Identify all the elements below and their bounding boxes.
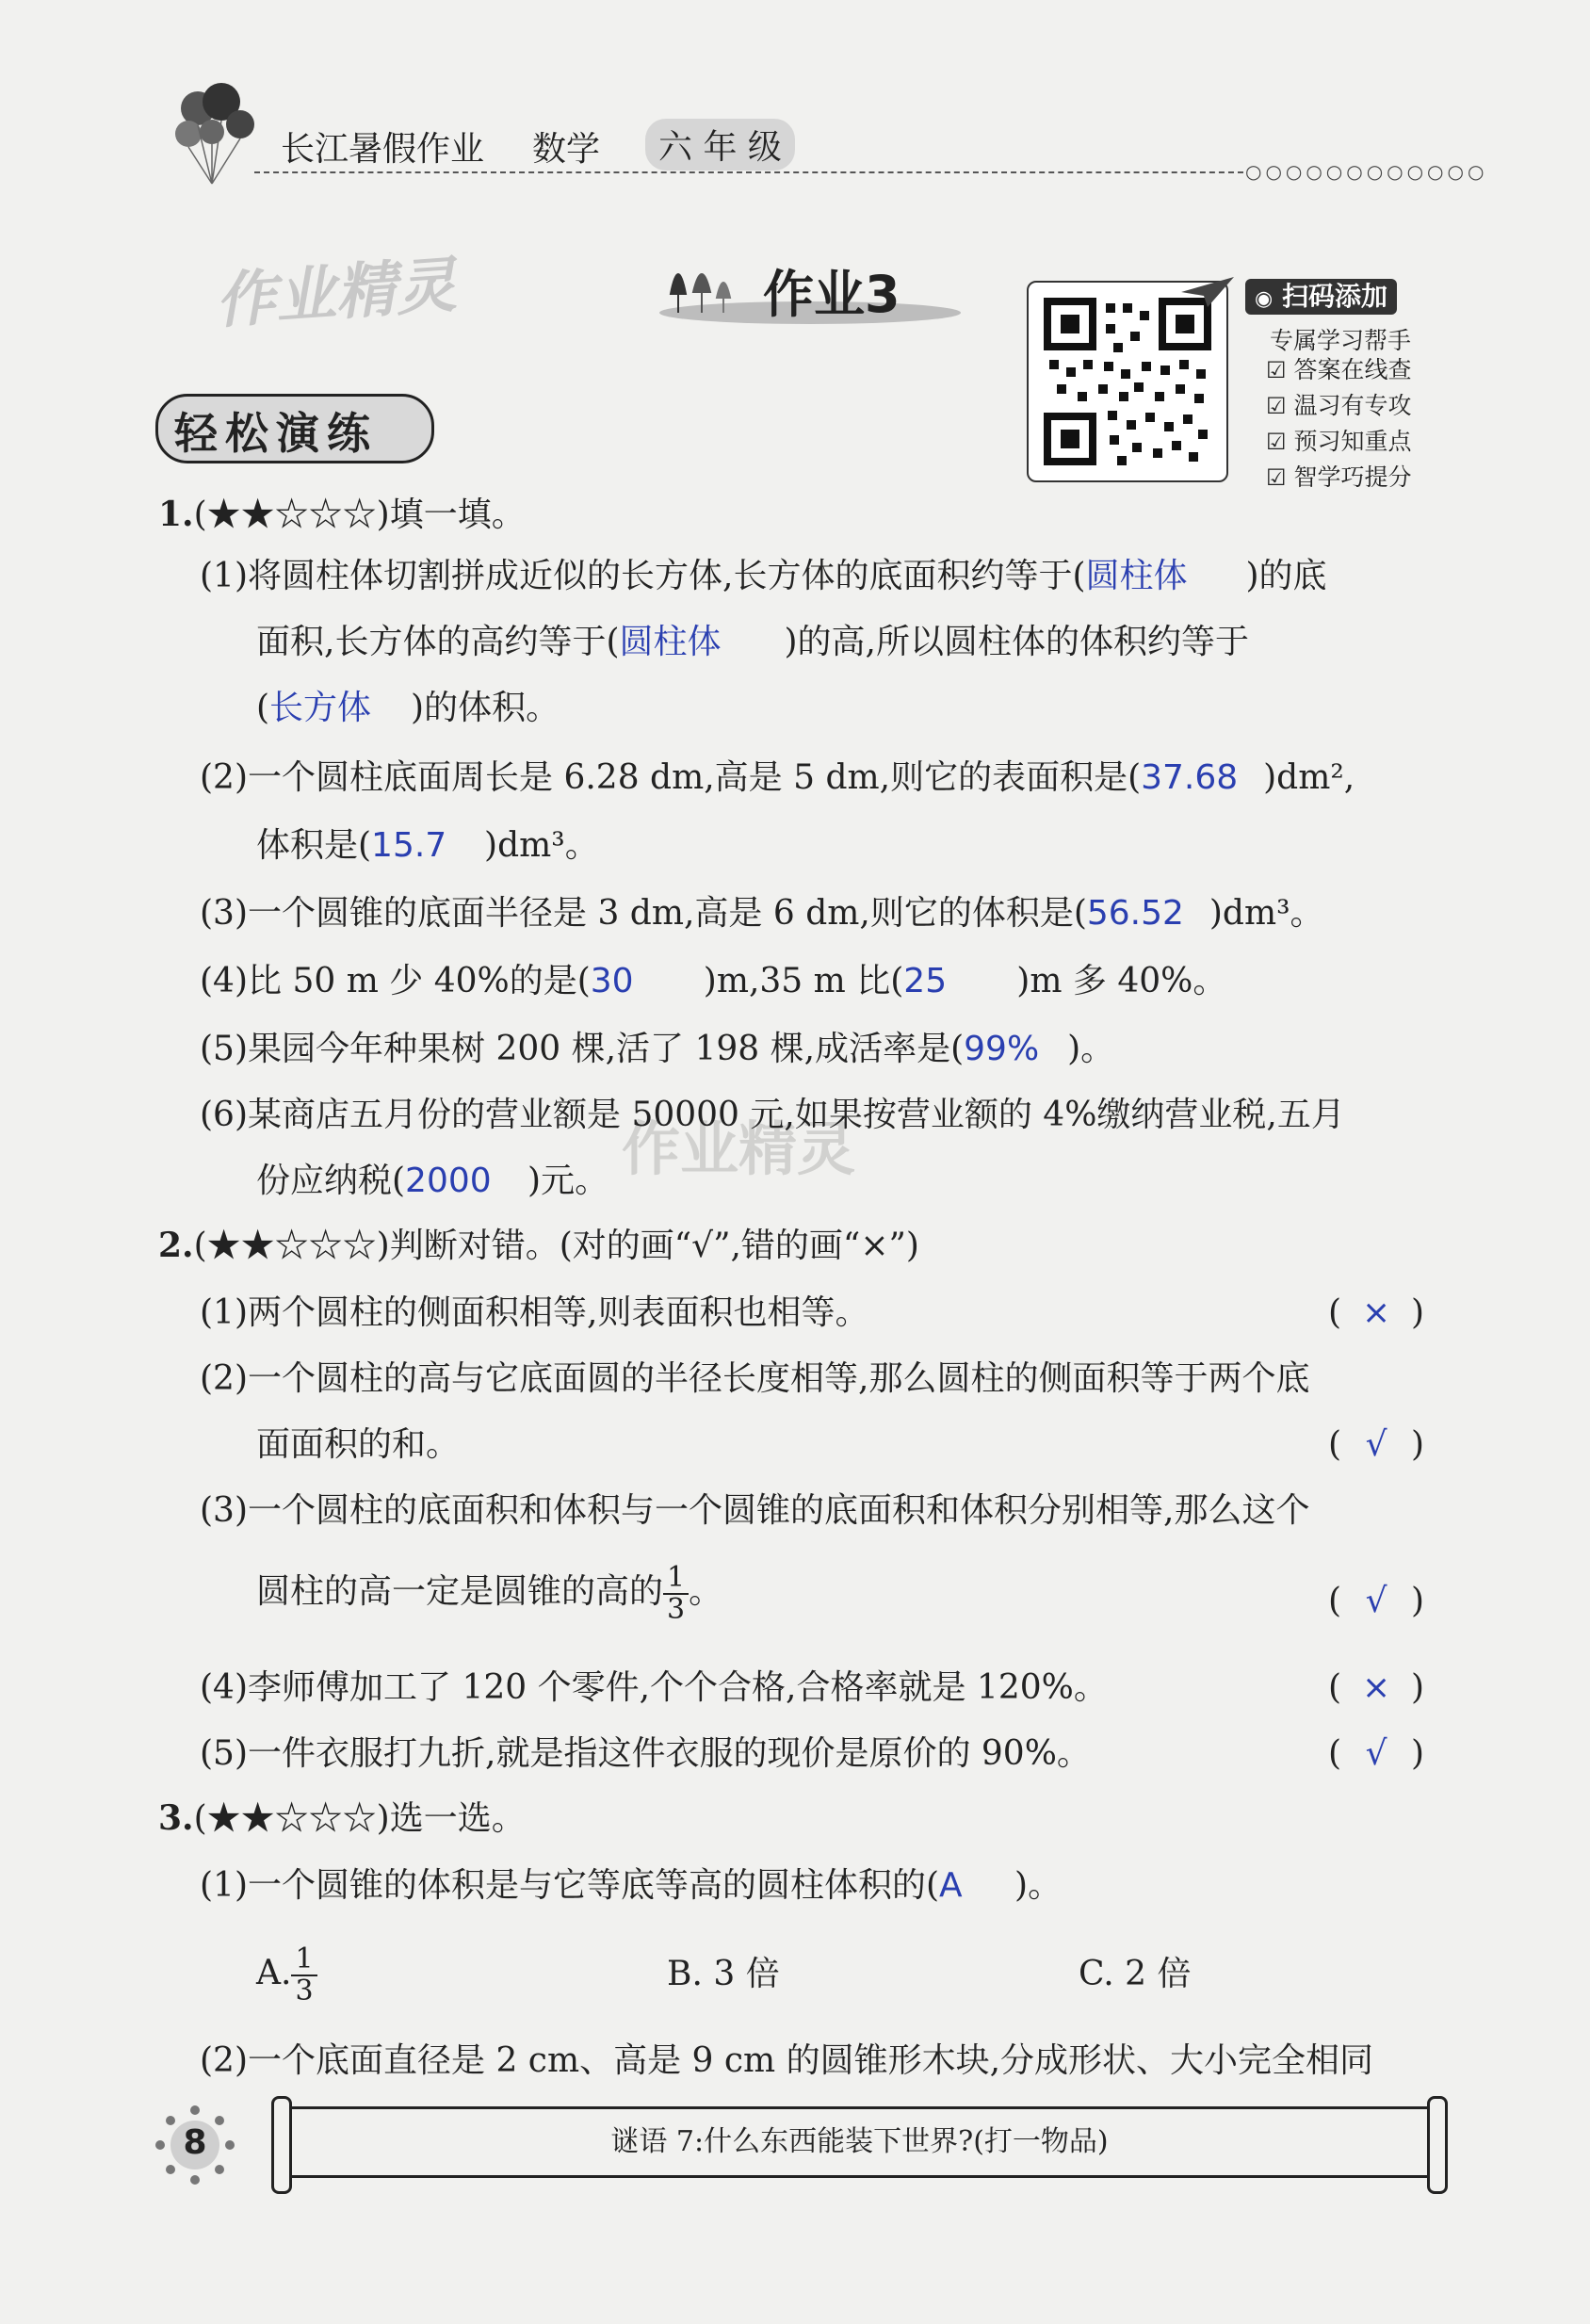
answer: √ xyxy=(1365,1734,1387,1773)
q2-item2-line2: 面面积的和。 xyxy=(256,1425,461,1464)
paper-plane-icon xyxy=(1179,273,1236,311)
q1-part2-line2: 体积是(15.7 )dm³。 xyxy=(256,823,599,869)
answer: 99% xyxy=(964,1030,1040,1068)
answer: 2000 xyxy=(405,1162,492,1200)
answer: 长方体 xyxy=(269,689,372,727)
page-number-badge xyxy=(153,2103,237,2187)
answer: 30 xyxy=(590,962,634,1000)
q1-header: 1.(★★☆☆☆)填一填。 xyxy=(158,495,526,534)
qr-subtitle: 专属学习帮手 xyxy=(1270,327,1412,354)
answer: 圆柱体 xyxy=(619,623,722,661)
riddle-scroll xyxy=(283,2106,1436,2178)
watermark-mid: 作业精灵 xyxy=(622,1114,856,1183)
q1-part1-line3: (长方体 )的体积。 xyxy=(256,686,560,731)
qr-code-icon xyxy=(1029,283,1226,480)
q3-option-b: B. 3 倍 xyxy=(667,1955,780,1993)
qr-badge xyxy=(1245,279,1397,315)
q1-part5: (5)果园今年种果树 200 棵,活了 198 棵,成活率是(99% )。 xyxy=(200,1027,1114,1072)
q2-item2-line1: (2)一个圆柱的高与它底面圆的半径长度相等,那么圆柱的侧面积等于两个底 xyxy=(200,1359,1310,1398)
watermark-top: 作业精灵 xyxy=(213,251,459,337)
checkbox-icon: ☑ xyxy=(1266,429,1287,455)
q1-part3: (3)一个圆锥的底面半径是 3 dm,高是 6 dm,则它的体积是(56.52 )dm³。 xyxy=(200,891,1324,936)
qr-feature: ☑ 智学巧提分 xyxy=(1266,463,1412,491)
header-divider xyxy=(254,171,1243,173)
q3-option-c: C. 2 倍 xyxy=(1079,1955,1192,1993)
q2-item3-line1: (3)一个圆柱的底面积和体积与一个圆锥的底面积和体积分别相等,那么这个 xyxy=(200,1491,1310,1530)
q2-item4: (4)李师傅加工了 120 个零件,个个合格,合格率就是 120%。 xyxy=(200,1668,1108,1707)
q2-item5-mark: ( √ ) xyxy=(1328,1731,1424,1777)
answer: × xyxy=(1361,1293,1391,1332)
answer: 25 xyxy=(903,962,948,1000)
answer: 圆柱体 xyxy=(1085,557,1188,595)
q2-item2-mark: ( √ ) xyxy=(1328,1422,1424,1468)
fraction: $\frac{1}{3}$ xyxy=(291,1944,316,2007)
q2-item1-mark: ( × ) xyxy=(1328,1291,1424,1336)
q1-part6-line2: 份应纳税(2000 )元。 xyxy=(256,1159,608,1204)
answer: 37.68 xyxy=(1141,758,1239,797)
answer: A xyxy=(939,1866,963,1905)
qr-panel[interactable] xyxy=(1027,281,1228,482)
q2-header: 2.(★★☆☆☆)判断对错。(对的画“√”,错的画“×”) xyxy=(158,1226,919,1265)
header-grade: 六 年 级 xyxy=(645,119,795,171)
q2-item4-mark: ( × ) xyxy=(1328,1666,1424,1711)
fraction: $\frac{1}{3}$ xyxy=(663,1563,689,1625)
header-series: 长江暑假作业 xyxy=(281,130,485,169)
q1-part1-line1: (1)将圆柱体切割拼成近似的长方体,长方体的底面积约等于(圆柱体 )的底 xyxy=(200,554,1327,599)
assignment-title: 作业3 xyxy=(763,265,900,324)
answer: 15.7 xyxy=(371,826,447,865)
q2-item5: (5)一件衣服打九折,就是指这件衣服的现价是原价的 90%。 xyxy=(200,1734,1091,1773)
section-title-text: 轻松演练 xyxy=(174,408,378,459)
checkbox-icon: ☑ xyxy=(1266,464,1287,491)
qr-feature: ☑ 答案在线查 xyxy=(1266,356,1412,383)
q1-part1-line2: 面积,长方体的高约等于(圆柱体 )的高,所以圆柱体的体积约等于 xyxy=(256,620,1249,665)
answer: √ xyxy=(1365,1582,1387,1620)
answer: 56.52 xyxy=(1086,894,1184,933)
q3-part1: (1)一个圆锥的体积是与它等底等高的圆柱体积的(A )。 xyxy=(200,1863,1062,1909)
header-dots: ○○○○○○○○○○○○ xyxy=(1245,160,1488,183)
qr-feature: ☑ 预习知重点 xyxy=(1266,428,1412,455)
q3-header: 3.(★★☆☆☆)选一选。 xyxy=(158,1798,526,1838)
q2-item3-mark: ( √ ) xyxy=(1328,1579,1424,1624)
q1-part4: (4)比 50 m 少 40%的是(30 )m,35 m 比(25 )m 多 40%。 xyxy=(200,959,1226,1004)
answer: √ xyxy=(1365,1425,1387,1464)
qr-feature-list xyxy=(1266,352,1411,496)
header-subject: 数学 xyxy=(532,130,601,169)
page-number: 8 xyxy=(183,2123,207,2162)
q3-part2: (2)一个底面直径是 2 cm、高是 9 cm 的圆锥形木块,分成形状、大小完全相同 xyxy=(200,2041,1374,2080)
qr-feature: ☑ 温习有专攻 xyxy=(1266,392,1412,419)
balloons-decoration xyxy=(170,75,264,188)
checkbox-icon: ☑ xyxy=(1266,357,1287,383)
qr-badge-text: 扫码添加 xyxy=(1281,281,1387,312)
assignment-title-banner xyxy=(650,254,961,330)
q1-part2-line1: (2)一个圆柱底面周长是 6.28 dm,高是 5 dm,则它的表面积是(37.68 )dm², xyxy=(200,756,1355,801)
q3-option-a: A. $\frac{1}{3}$ xyxy=(256,1931,317,2016)
q2-item3-line2: 圆柱的高一定是圆锥的高的 $\frac{1}{3}$ 。 xyxy=(256,1561,723,1626)
checkbox-icon: ☑ xyxy=(1266,393,1287,419)
q2-item1: (1)两个圆柱的侧面积相等,则表面积也相等。 xyxy=(200,1293,869,1332)
answer: × xyxy=(1361,1668,1391,1707)
riddle-text: 谜语 7:什么东西能装下世界?(打一物品) xyxy=(610,2125,1109,2158)
eye-icon: ◉ xyxy=(1255,287,1274,311)
q1-part6-line1: (6)某商店五月份的营业额是 50000 元,如果按营业额的 4%缴纳营业税,五月 xyxy=(200,1096,1345,1134)
